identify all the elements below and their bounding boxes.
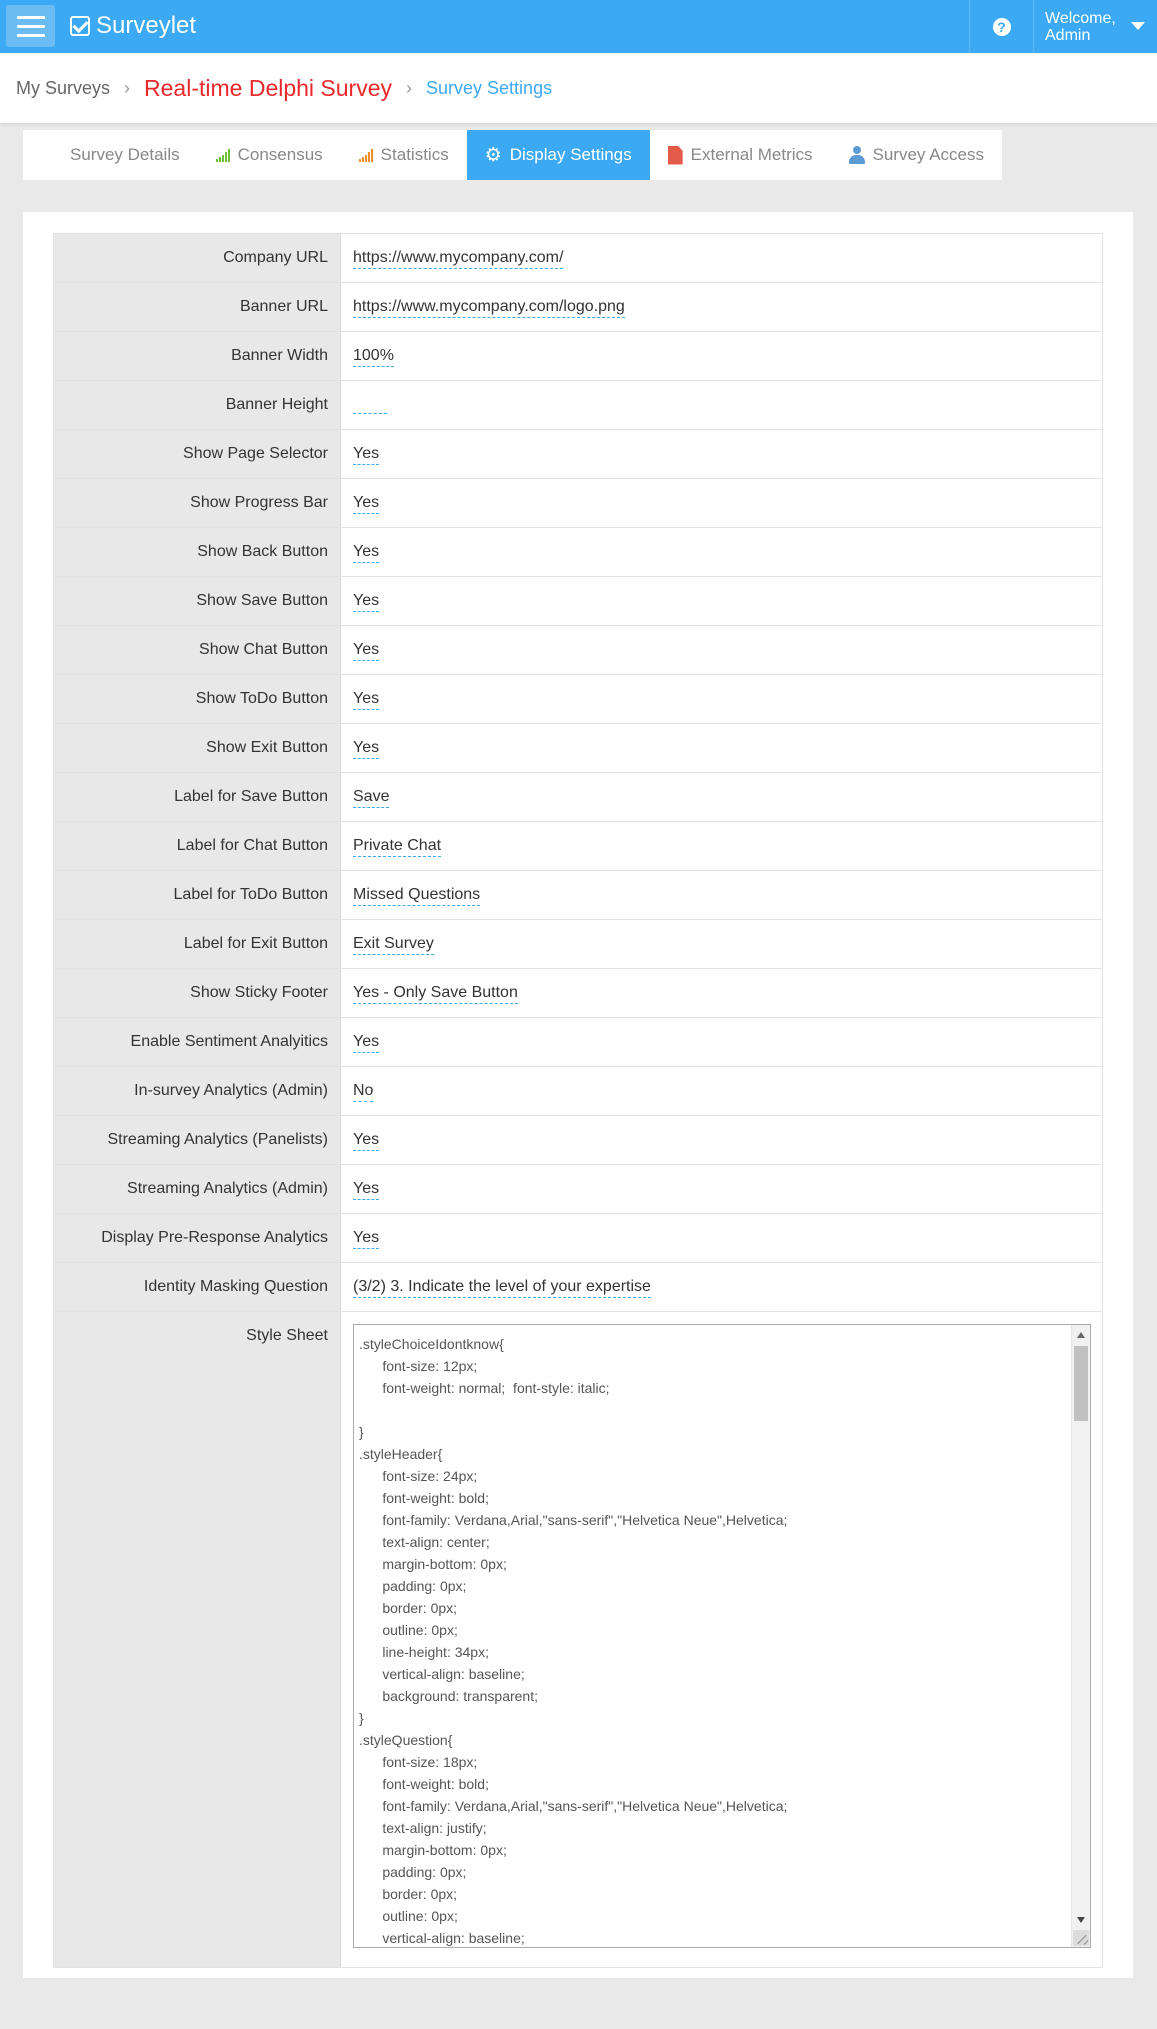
scroll-up-icon[interactable] bbox=[1077, 1332, 1085, 1338]
setting-label: Show Save Button bbox=[54, 577, 341, 625]
setting-value-banner-url[interactable]: https://www.mycompany.com/logo.png bbox=[353, 297, 625, 318]
setting-label: Display Pre-Response Analytics bbox=[54, 1214, 341, 1262]
setting-row-label-exit-button bbox=[54, 920, 1102, 969]
tab-survey-access[interactable] bbox=[831, 130, 1003, 180]
setting-value-label-exit-button[interactable]: Exit Survey bbox=[353, 934, 434, 955]
user-icon bbox=[849, 146, 865, 164]
setting-value-show-sticky-footer[interactable]: Yes - Only Save Button bbox=[353, 983, 518, 1004]
setting-row-show-todo-button bbox=[54, 675, 1102, 724]
setting-label: Show Page Selector bbox=[54, 430, 341, 478]
setting-label: Show Exit Button bbox=[54, 724, 341, 772]
welcome-text: Welcome, bbox=[1045, 9, 1116, 27]
setting-row-streaming-analytics-admin bbox=[54, 1165, 1102, 1214]
top-navbar bbox=[0, 0, 1157, 53]
breadcrumb-survey-title[interactable]: Real-time Delphi Survey bbox=[144, 74, 393, 101]
setting-value-in-survey-analytics[interactable]: No bbox=[353, 1081, 373, 1102]
help-button[interactable] bbox=[969, 0, 1033, 53]
setting-row-enable-sentiment-analytics bbox=[54, 1018, 1102, 1067]
setting-value-label-todo-button[interactable]: Missed Questions bbox=[353, 885, 480, 906]
setting-label: Label for Chat Button bbox=[54, 822, 341, 870]
tab-label: Survey Access bbox=[872, 145, 985, 164]
setting-row-banner-width bbox=[54, 332, 1102, 381]
signal-bars-icon bbox=[359, 148, 373, 162]
textarea-scrollbar[interactable] bbox=[1071, 1325, 1090, 1947]
tab-external-metrics[interactable] bbox=[650, 130, 831, 180]
setting-value-show-save-button[interactable]: Yes bbox=[353, 591, 379, 612]
display-settings-panel bbox=[23, 212, 1133, 1978]
setting-label: Label for Save Button bbox=[54, 773, 341, 821]
check-square-icon bbox=[70, 16, 90, 36]
setting-row-in-survey-analytics bbox=[54, 1067, 1102, 1116]
setting-label: Show Progress Bar bbox=[54, 479, 341, 527]
caret-down-icon bbox=[1131, 22, 1145, 30]
setting-row-show-progress-bar bbox=[54, 479, 1102, 528]
username-text: Admin bbox=[1045, 26, 1091, 44]
setting-row-identity-masking-question bbox=[54, 1263, 1102, 1312]
setting-label: Show ToDo Button bbox=[54, 675, 341, 723]
question-circle-icon: ? bbox=[993, 18, 1011, 36]
setting-row-show-sticky-footer bbox=[54, 969, 1102, 1018]
tab-survey-details[interactable] bbox=[23, 130, 198, 180]
user-menu[interactable] bbox=[1033, 0, 1157, 53]
setting-row-show-back-button bbox=[54, 528, 1102, 577]
setting-label: Streaming Analytics (Panelists) bbox=[54, 1116, 341, 1164]
setting-row-company-url bbox=[54, 234, 1102, 283]
breadcrumb-separator-icon: › bbox=[406, 77, 413, 98]
setting-label: Identity Masking Question bbox=[54, 1263, 341, 1311]
setting-label: Label for Exit Button bbox=[54, 920, 341, 968]
setting-label: Streaming Analytics (Admin) bbox=[54, 1165, 341, 1213]
scroll-thumb[interactable] bbox=[1074, 1346, 1088, 1421]
setting-label: In-survey Analytics (Admin) bbox=[54, 1067, 341, 1115]
setting-value-streaming-analytics-admin[interactable]: Yes bbox=[353, 1179, 379, 1200]
setting-value-banner-height[interactable] bbox=[353, 396, 387, 414]
breadcrumb bbox=[0, 53, 1157, 123]
breadcrumb-current: Survey Settings bbox=[426, 77, 553, 98]
setting-label: Enable Sentiment Analyitics bbox=[54, 1018, 341, 1066]
setting-value-show-exit-button[interactable]: Yes bbox=[353, 738, 379, 759]
setting-value-enable-sentiment-analytics[interactable]: Yes bbox=[353, 1032, 379, 1053]
setting-value-show-page-selector[interactable]: Yes bbox=[353, 444, 379, 465]
tab-display-settings[interactable] bbox=[467, 130, 650, 180]
setting-value-label-save-button[interactable]: Save bbox=[353, 787, 389, 808]
setting-value-show-todo-button[interactable]: Yes bbox=[353, 689, 379, 710]
signal-bars-icon bbox=[216, 148, 230, 162]
setting-row-streaming-analytics-panelists bbox=[54, 1116, 1102, 1165]
tab-label: Consensus bbox=[237, 145, 323, 164]
hamburger-icon[interactable] bbox=[6, 5, 55, 47]
tab-label: Statistics bbox=[380, 145, 449, 164]
tab-label: Display Settings bbox=[509, 145, 632, 164]
gear-icon: ⚙ bbox=[484, 144, 502, 166]
setting-row-show-save-button bbox=[54, 577, 1102, 626]
setting-row-show-exit-button bbox=[54, 724, 1102, 773]
settings-tabs bbox=[23, 130, 1002, 180]
tab-label: Survey Details bbox=[70, 145, 180, 164]
breadcrumb-my-surveys[interactable]: My Surveys bbox=[16, 77, 111, 98]
setting-label: Company URL bbox=[54, 234, 341, 282]
setting-label: Show Back Button bbox=[54, 528, 341, 576]
setting-row-pre-response-analytics bbox=[54, 1214, 1102, 1263]
setting-value-label-chat-button[interactable]: Private Chat bbox=[353, 836, 441, 857]
setting-row-label-todo-button bbox=[54, 871, 1102, 920]
setting-row-banner-url bbox=[54, 283, 1102, 332]
brand-name: Surveylet bbox=[96, 12, 197, 39]
breadcrumb-separator-icon: › bbox=[124, 77, 131, 98]
tab-statistics[interactable] bbox=[341, 130, 467, 180]
setting-row-banner-height bbox=[54, 381, 1102, 430]
setting-value-identity-masking-question[interactable]: (3/2) 3. Indicate the level of your expertise bbox=[353, 1277, 651, 1298]
setting-label: Style Sheet bbox=[54, 1312, 341, 1967]
setting-label: Show Sticky Footer bbox=[54, 969, 341, 1017]
setting-value-pre-response-analytics[interactable]: Yes bbox=[353, 1228, 379, 1249]
settings-table bbox=[53, 233, 1103, 1968]
tab-label: External Metrics bbox=[690, 145, 813, 164]
scroll-down-icon[interactable] bbox=[1077, 1917, 1085, 1923]
setting-label: Banner Width bbox=[54, 332, 341, 380]
setting-row-show-page-selector bbox=[54, 430, 1102, 479]
setting-label: Banner URL bbox=[54, 283, 341, 331]
setting-row-label-save-button bbox=[54, 773, 1102, 822]
setting-value-show-back-button[interactable]: Yes bbox=[353, 542, 379, 563]
file-icon bbox=[668, 146, 683, 165]
setting-value-show-chat-button[interactable]: Yes bbox=[353, 640, 379, 661]
setting-label: Banner Height bbox=[54, 381, 341, 429]
brand-logo[interactable] bbox=[70, 10, 196, 42]
tab-consensus[interactable] bbox=[198, 130, 341, 180]
setting-label: Label for ToDo Button bbox=[54, 871, 341, 919]
setting-value-company-url[interactable]: https://www.mycompany.com/ bbox=[353, 248, 563, 269]
setting-value-banner-width[interactable]: 100% bbox=[353, 346, 394, 367]
setting-row-style-sheet bbox=[54, 1312, 1102, 1967]
resize-grip-icon[interactable] bbox=[1073, 1930, 1089, 1946]
stylesheet-textarea[interactable] bbox=[353, 1324, 1091, 1948]
setting-label: Show Chat Button bbox=[54, 626, 341, 674]
setting-row-show-chat-button bbox=[54, 626, 1102, 675]
setting-value-streaming-analytics-panelists[interactable]: Yes bbox=[353, 1130, 379, 1151]
stylesheet-content: .styleChoiceIdontknow{ font-size: 12px; font-weight: normal; font-style: italic; } .styleHeader{ font-size: 24px; font-weight: bold; font-family: Verdana,Arial,"sans-serif","Helvetica Neue",Helvetica; text-align: center; margin-bottom: 0px; padding: 0px; border: 0px; outline: 0px; line-height: 34px; vertical-align: baseline; background: transparent; } .styleQuestion{ font-size: 18px; font-weight: bold; font-family: Verdana,Arial,"sans-serif","Helvetica Neue",Helvetica; text-align: justify; margin-bottom: 0px; padding: 0px; border: 0px; outline: 0px; vertical-align: baseline; bbox=[359, 1336, 788, 1946]
setting-row-label-chat-button bbox=[54, 822, 1102, 871]
setting-value-show-progress-bar[interactable]: Yes bbox=[353, 493, 379, 514]
